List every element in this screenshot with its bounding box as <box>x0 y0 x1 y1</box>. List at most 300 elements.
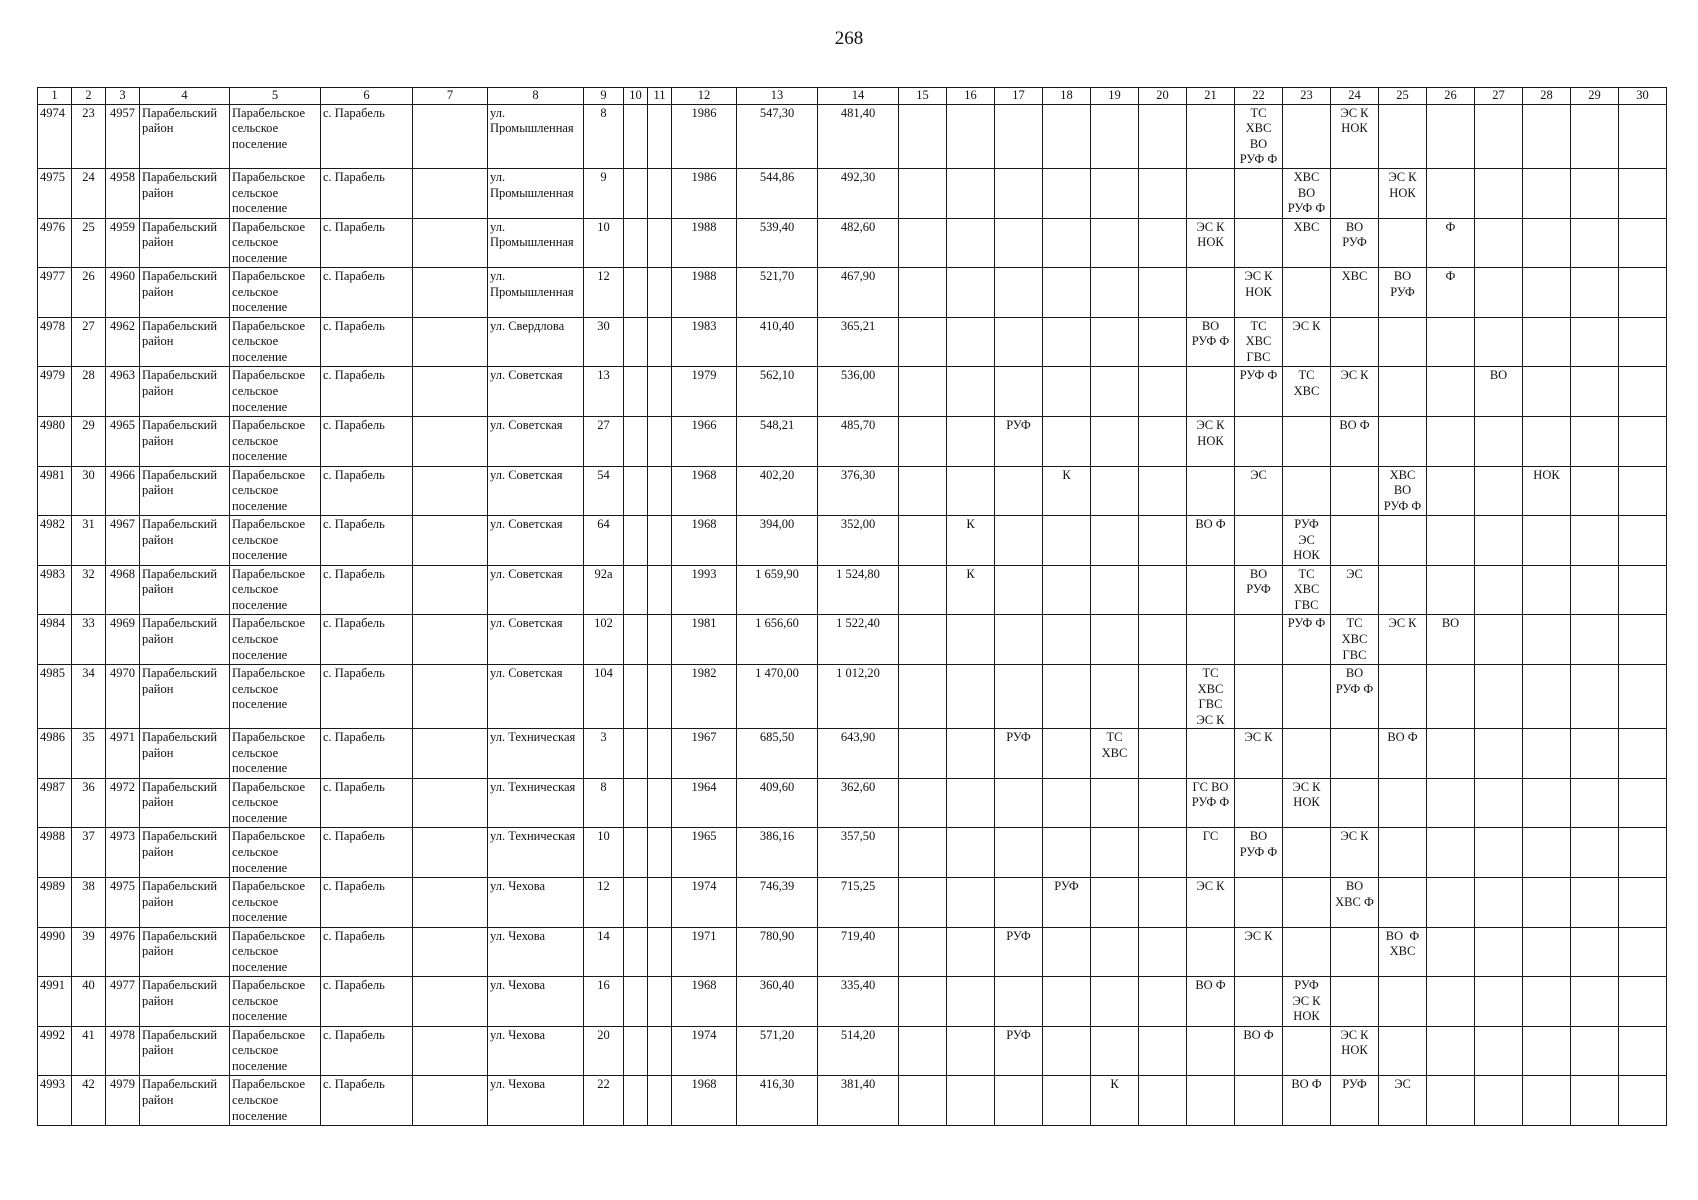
table-cell <box>947 1026 995 1076</box>
table-cell <box>648 565 672 615</box>
table-cell <box>995 977 1043 1027</box>
table-cell: 360,40 <box>737 977 818 1027</box>
table-cell <box>1331 466 1379 516</box>
table-cell: 4988 <box>38 828 72 878</box>
table-cell: ТС ХВС <box>1283 367 1331 417</box>
table-cell <box>624 778 648 828</box>
table-cell <box>648 367 672 417</box>
table-cell: ТС ХВС <box>1091 729 1139 779</box>
table-cell: 34 <box>72 664 106 728</box>
table-cell <box>1427 927 1475 977</box>
table-cell <box>1619 466 1667 516</box>
table-cell: 485,70 <box>818 416 899 466</box>
table-header-cell: 14 <box>818 88 899 105</box>
table-cell <box>1043 218 1091 268</box>
table-cell: ХВС <box>1283 218 1331 268</box>
table-cell: 492,30 <box>818 168 899 218</box>
table-cell <box>1571 104 1619 168</box>
table-cell <box>1619 104 1667 168</box>
table-cell: ул. Чехова <box>488 1076 584 1126</box>
table-row <box>38 927 1667 977</box>
table-cell <box>624 927 648 977</box>
table-cell <box>1091 615 1139 665</box>
table-cell <box>947 927 995 977</box>
table-cell: 12 <box>584 268 624 318</box>
table-cell <box>413 729 488 779</box>
table-cell <box>1043 367 1091 417</box>
table-cell: ВО Ф <box>1187 516 1235 566</box>
table-cell <box>995 828 1043 878</box>
table-cell: РУФ <box>1043 878 1091 928</box>
table-cell: 41 <box>72 1026 106 1076</box>
table-cell <box>624 977 648 1027</box>
table-cell: 25 <box>72 218 106 268</box>
table-cell: 352,00 <box>818 516 899 566</box>
table-cell: 1 656,60 <box>737 615 818 665</box>
table-cell: Парабельское сельское поселение <box>230 268 321 318</box>
table-cell <box>1043 729 1091 779</box>
table-cell: Парабельский район <box>140 466 230 516</box>
table-cell: с. Парабель <box>321 218 413 268</box>
table-cell <box>624 565 648 615</box>
table-cell: 4987 <box>38 778 72 828</box>
table-cell: ВО РУФ <box>1379 268 1427 318</box>
table-cell: 1979 <box>672 367 737 417</box>
table-cell: 1982 <box>672 664 737 728</box>
table-cell <box>1235 218 1283 268</box>
table-cell: 4974 <box>38 104 72 168</box>
table-cell <box>1139 878 1187 928</box>
table-cell <box>1619 367 1667 417</box>
table-cell <box>1619 218 1667 268</box>
table-cell <box>1523 565 1571 615</box>
table-cell <box>1091 927 1139 977</box>
table-cell: ХВС ВО РУФ Ф <box>1379 466 1427 516</box>
table-cell: 4977 <box>106 977 140 1027</box>
table-cell: РУФ ЭС К НОК <box>1283 977 1331 1027</box>
table-cell: 20 <box>584 1026 624 1076</box>
table-cell: 746,39 <box>737 878 818 928</box>
table-cell <box>1187 1076 1235 1126</box>
table-cell <box>995 168 1043 218</box>
table-cell: 1 522,40 <box>818 615 899 665</box>
table-cell: ЭС К <box>1331 828 1379 878</box>
table-cell: ЭС К <box>1235 927 1283 977</box>
table-cell <box>1235 878 1283 928</box>
table-cell <box>1331 977 1379 1027</box>
table-cell <box>624 268 648 318</box>
table-cell: Парабельский район <box>140 104 230 168</box>
table-cell <box>1235 168 1283 218</box>
table-cell <box>1379 878 1427 928</box>
table-cell <box>1475 268 1523 318</box>
table-cell: с. Парабель <box>321 977 413 1027</box>
table-cell <box>1571 977 1619 1027</box>
table-cell <box>899 516 947 566</box>
table-cell: ЭС <box>1235 466 1283 516</box>
table-cell: 4984 <box>38 615 72 665</box>
table-cell: ул. Промышленная <box>488 104 584 168</box>
table-cell <box>648 878 672 928</box>
table-cell <box>947 104 995 168</box>
table-cell: К <box>1043 466 1091 516</box>
table-cell <box>899 168 947 218</box>
table-cell <box>947 168 995 218</box>
table-cell <box>995 664 1043 728</box>
table-cell: 38 <box>72 878 106 928</box>
table-cell: ЭС <box>1379 1076 1427 1126</box>
table-cell: с. Парабель <box>321 168 413 218</box>
table-cell: 1 524,80 <box>818 565 899 615</box>
table-row <box>38 729 1667 779</box>
table-cell <box>1283 927 1331 977</box>
table-cell: с. Парабель <box>321 367 413 417</box>
table-cell: ВО РУФ <box>1235 565 1283 615</box>
table-cell: Парабельское сельское поселение <box>230 927 321 977</box>
table-cell <box>947 729 995 779</box>
table-cell <box>947 317 995 367</box>
table-cell <box>648 977 672 1027</box>
table-cell: 42 <box>72 1076 106 1126</box>
table-cell <box>1283 878 1331 928</box>
table-cell: 104 <box>584 664 624 728</box>
table-cell <box>624 168 648 218</box>
table-cell <box>413 168 488 218</box>
table-cell <box>1523 416 1571 466</box>
table-cell <box>1331 168 1379 218</box>
table-cell: 536,00 <box>818 367 899 417</box>
table-cell: ВО Ф <box>1235 1026 1283 1076</box>
table-cell <box>1283 466 1331 516</box>
table-cell: 4978 <box>38 317 72 367</box>
table-cell <box>995 367 1043 417</box>
table-cell: 4971 <box>106 729 140 779</box>
table-header-cell: 26 <box>1427 88 1475 105</box>
table-cell <box>1091 778 1139 828</box>
table-cell: ВО <box>1427 615 1475 665</box>
table-header-cell: 1 <box>38 88 72 105</box>
table-cell <box>1379 416 1427 466</box>
table-row <box>38 466 1667 516</box>
table-cell <box>1571 615 1619 665</box>
table-cell <box>899 1026 947 1076</box>
table-cell: 30 <box>72 466 106 516</box>
table-row <box>38 317 1667 367</box>
table-cell: 39 <box>72 927 106 977</box>
table-cell: Парабельский район <box>140 1076 230 1126</box>
table-cell: Парабельское сельское поселение <box>230 104 321 168</box>
table-cell <box>1475 466 1523 516</box>
table-header-cell: 10 <box>624 88 648 105</box>
table-cell <box>1139 516 1187 566</box>
table-header-cell: 29 <box>1571 88 1619 105</box>
table-cell: 1988 <box>672 218 737 268</box>
table-cell: 27 <box>72 317 106 367</box>
table-cell <box>995 104 1043 168</box>
table-cell <box>413 927 488 977</box>
table-cell: 33 <box>72 615 106 665</box>
table-cell: ЭС К <box>1379 615 1427 665</box>
table-cell <box>1475 416 1523 466</box>
table-cell: ЭС К <box>1331 367 1379 417</box>
table-cell <box>1235 664 1283 728</box>
table-cell <box>1043 317 1091 367</box>
table-cell <box>1379 367 1427 417</box>
table-cell: Парабельский район <box>140 1026 230 1076</box>
table-cell <box>899 828 947 878</box>
table-cell: 1966 <box>672 416 737 466</box>
table-cell <box>899 104 947 168</box>
table-cell: Парабельский район <box>140 218 230 268</box>
table-cell <box>1091 268 1139 318</box>
table-cell <box>648 516 672 566</box>
table-cell: РУФ <box>995 1026 1043 1076</box>
table-cell: ЭС К НОК <box>1331 1026 1379 1076</box>
table-header-cell: 28 <box>1523 88 1571 105</box>
table-cell: ВО РУФ Ф <box>1331 664 1379 728</box>
table-cell <box>1523 367 1571 417</box>
table-cell <box>899 367 947 417</box>
table-cell <box>1091 168 1139 218</box>
table-cell <box>1139 729 1187 779</box>
table-cell: Парабельский район <box>140 664 230 728</box>
table-cell <box>1523 218 1571 268</box>
table-cell: ВО Ф <box>1283 1076 1331 1126</box>
table-cell <box>995 317 1043 367</box>
table-cell <box>648 664 672 728</box>
table-cell: РУФ Ф <box>1235 367 1283 417</box>
table-cell <box>1139 615 1187 665</box>
table-cell <box>1139 466 1187 516</box>
table-cell <box>1331 729 1379 779</box>
table-cell: ТС ХВС ГВС <box>1235 317 1283 367</box>
table-cell: Парабельское сельское поселение <box>230 1026 321 1076</box>
table-cell <box>1283 1026 1331 1076</box>
table-cell <box>1379 828 1427 878</box>
table-cell <box>1475 778 1523 828</box>
table-cell: ул. Чехова <box>488 878 584 928</box>
table-cell <box>1427 778 1475 828</box>
table-cell <box>1091 878 1139 928</box>
table-cell <box>648 1026 672 1076</box>
table-cell: 10 <box>584 828 624 878</box>
table-cell <box>1379 218 1427 268</box>
table-cell: 24 <box>72 168 106 218</box>
table-cell: ЭС <box>1331 565 1379 615</box>
table-cell <box>1523 778 1571 828</box>
table-cell <box>1571 218 1619 268</box>
table-cell <box>1043 1026 1091 1076</box>
table-cell: с. Парабель <box>321 729 413 779</box>
table-cell <box>1187 729 1235 779</box>
table-cell: 4978 <box>106 1026 140 1076</box>
table-cell: ВО Ф <box>1187 977 1235 1027</box>
table-cell <box>1619 828 1667 878</box>
table-cell: Парабельское сельское поселение <box>230 168 321 218</box>
table-header-cell: 18 <box>1043 88 1091 105</box>
table-cell: ВО <box>1475 367 1523 417</box>
table-cell <box>1427 977 1475 1027</box>
table-cell <box>624 729 648 779</box>
table-cell: 4991 <box>38 977 72 1027</box>
table-cell <box>899 218 947 268</box>
table-cell <box>1475 104 1523 168</box>
table-cell <box>1571 878 1619 928</box>
table-cell <box>1523 104 1571 168</box>
table-cell <box>1619 878 1667 928</box>
table-cell <box>1475 615 1523 665</box>
table-header-cell: 8 <box>488 88 584 105</box>
table-cell <box>1523 168 1571 218</box>
table-cell <box>1283 268 1331 318</box>
table-cell <box>1523 664 1571 728</box>
table-cell: 102 <box>584 615 624 665</box>
table-row <box>38 1076 1667 1126</box>
table-cell: Парабельское сельское поселение <box>230 664 321 728</box>
table-cell: 4992 <box>38 1026 72 1076</box>
table-cell <box>1427 168 1475 218</box>
table-cell: 409,60 <box>737 778 818 828</box>
table-cell: РУФ <box>995 729 1043 779</box>
table-cell: 30 <box>584 317 624 367</box>
table-cell: Парабельский район <box>140 615 230 665</box>
table-cell: ВО РУФ Ф <box>1187 317 1235 367</box>
table-cell <box>1091 104 1139 168</box>
table-cell: 416,30 <box>737 1076 818 1126</box>
table-cell <box>1187 615 1235 665</box>
table-cell <box>1235 416 1283 466</box>
table-header-cell: 16 <box>947 88 995 105</box>
table-cell <box>624 367 648 417</box>
table-cell <box>1379 565 1427 615</box>
table-cell <box>995 218 1043 268</box>
table-cell <box>947 416 995 466</box>
table-cell: 402,20 <box>737 466 818 516</box>
table-cell: Ф <box>1427 218 1475 268</box>
table-cell <box>1475 977 1523 1027</box>
table-cell <box>1091 466 1139 516</box>
table-cell: с. Парабель <box>321 1026 413 1076</box>
table-cell: 1983 <box>672 317 737 367</box>
table-cell <box>1475 516 1523 566</box>
table-cell: 4976 <box>106 927 140 977</box>
table-cell: 547,30 <box>737 104 818 168</box>
table-cell: 335,40 <box>818 977 899 1027</box>
table-cell <box>1571 927 1619 977</box>
table-cell <box>1523 1026 1571 1076</box>
table-cell <box>1523 729 1571 779</box>
table-header-cell: 17 <box>995 88 1043 105</box>
table-cell: 1974 <box>672 1026 737 1076</box>
table-cell <box>413 878 488 928</box>
table-cell <box>947 466 995 516</box>
table-cell: 1981 <box>672 615 737 665</box>
table-cell <box>1523 516 1571 566</box>
table-cell <box>1427 367 1475 417</box>
table-cell <box>1091 1026 1139 1076</box>
table-cell: 1 659,90 <box>737 565 818 615</box>
table-row <box>38 878 1667 928</box>
table-cell <box>624 516 648 566</box>
table-cell <box>413 615 488 665</box>
table-cell <box>624 664 648 728</box>
table-cell <box>899 977 947 1027</box>
table-cell <box>947 977 995 1027</box>
table-cell <box>1139 317 1187 367</box>
table-cell <box>1619 615 1667 665</box>
table-cell: 1968 <box>672 466 737 516</box>
table-cell <box>413 1026 488 1076</box>
table-cell: 481,40 <box>818 104 899 168</box>
table-cell <box>413 977 488 1027</box>
table-cell: 4975 <box>38 168 72 218</box>
table-cell <box>1091 317 1139 367</box>
table-cell <box>1091 218 1139 268</box>
table-cell <box>1139 218 1187 268</box>
table-header-cell: 25 <box>1379 88 1427 105</box>
table-cell: 26 <box>72 268 106 318</box>
table-cell <box>1619 565 1667 615</box>
table-cell <box>1043 1076 1091 1126</box>
table-cell <box>624 466 648 516</box>
table-cell: ул. Советская <box>488 565 584 615</box>
table-cell <box>1427 317 1475 367</box>
table-cell <box>1043 516 1091 566</box>
table-cell: 37 <box>72 828 106 878</box>
table-cell <box>899 1076 947 1126</box>
table-cell: 3 <box>584 729 624 779</box>
table-cell: 357,50 <box>818 828 899 878</box>
table-cell <box>947 367 995 417</box>
table-cell: 4985 <box>38 664 72 728</box>
table-cell <box>1091 416 1139 466</box>
table-cell <box>624 218 648 268</box>
table-cell <box>1379 317 1427 367</box>
table-cell <box>1043 664 1091 728</box>
table-cell <box>1571 317 1619 367</box>
table-cell: ул. Советская <box>488 615 584 665</box>
table-cell: Парабельское сельское поселение <box>230 1076 321 1126</box>
table-cell: 482,60 <box>818 218 899 268</box>
table-cell <box>1571 268 1619 318</box>
table-cell: Парабельское сельское поселение <box>230 218 321 268</box>
table-cell <box>413 367 488 417</box>
table-cell: ХВС ВО РУФ Ф <box>1283 168 1331 218</box>
table-cell: 1986 <box>672 104 737 168</box>
table-cell <box>1523 927 1571 977</box>
table-cell: ул. Советская <box>488 367 584 417</box>
table-cell: 4981 <box>38 466 72 516</box>
table-cell <box>1283 729 1331 779</box>
table-cell: 4982 <box>38 516 72 566</box>
table-cell <box>1475 729 1523 779</box>
table-cell: Парабельский район <box>140 828 230 878</box>
table-cell: 4989 <box>38 878 72 928</box>
table-cell <box>899 664 947 728</box>
table-cell <box>1139 565 1187 615</box>
table-cell: 28 <box>72 367 106 417</box>
table-cell <box>1139 104 1187 168</box>
table-cell: 1986 <box>672 168 737 218</box>
table-cell <box>899 878 947 928</box>
table-cell: 13 <box>584 367 624 417</box>
table-cell: ТС ХВС ГВС <box>1331 615 1379 665</box>
table-cell <box>1523 268 1571 318</box>
table-cell <box>1187 1026 1235 1076</box>
table-cell <box>1043 104 1091 168</box>
table-cell <box>413 565 488 615</box>
table-cell: 32 <box>72 565 106 615</box>
